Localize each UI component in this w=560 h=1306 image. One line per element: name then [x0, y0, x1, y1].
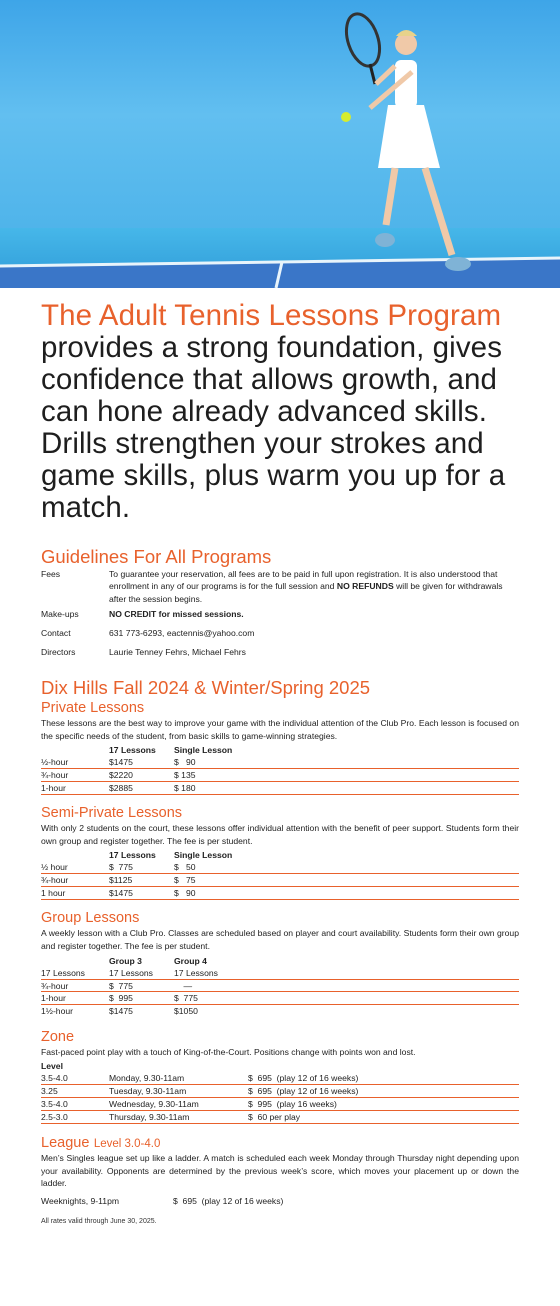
- table-row: [41, 1072, 519, 1085]
- cell: 1-hour: [41, 992, 66, 1003]
- headline-accent: The Adult Tennis Lessons Program: [41, 299, 502, 332]
- private-title: Private Lessons: [41, 700, 145, 716]
- table-header: [41, 1060, 519, 1072]
- cell: $ 90: [174, 888, 196, 899]
- zone-desc: Fast-paced point play with a touch of King-of-the-Court. Positions change with points won and lost.: [41, 1046, 416, 1057]
- col-header: Group 3: [109, 955, 142, 966]
- table-row: [41, 874, 519, 887]
- private-desc: These lessons are the best way to improve your game with the individual attention of the Club Pro. Each lesson is focused on the specific needs of the student, from basic skills to game-winning strategies.: [41, 718, 519, 741]
- cell: $ 695 (play 12 of 16 weeks): [248, 1073, 359, 1084]
- fees-text-part2: will be given for withdrawals after the session begins.: [109, 581, 503, 604]
- guideline-directors: [41, 646, 519, 665]
- group-desc: A weekly lesson with a Club Pro. Classes are scheduled based on player and court availability. Students form their own group and register together. The fee is per student.: [41, 928, 519, 951]
- fees-text-bold: NO REFUNDS: [336, 581, 394, 592]
- cell: 2.5-3.0: [41, 1112, 68, 1123]
- col-subheader: 17 Lessons: [109, 967, 153, 978]
- cell: $1475: [109, 1005, 133, 1016]
- guideline-contact: [41, 627, 519, 646]
- cell: $1050: [174, 1005, 198, 1016]
- cell: $ 135: [174, 770, 196, 781]
- page-content: [41, 300, 519, 1227]
- cell: $2885: [109, 783, 133, 794]
- guideline-text: NO CREDIT for missed sessions.: [109, 609, 244, 619]
- col-header: Level: [41, 1061, 63, 1072]
- zone-title: Zone: [41, 1028, 75, 1045]
- cell: 3.5-4.0: [41, 1073, 68, 1084]
- league-price: $ 695 (play 12 of 16 weeks): [173, 1195, 284, 1206]
- footnote: All rates valid through June 30, 2025.: [41, 1217, 157, 1225]
- cell: ½-hour: [41, 757, 69, 768]
- headline-line: can hone already advanced skills.: [41, 395, 488, 428]
- cell: $ 90: [174, 757, 196, 768]
- zone-table: [41, 1060, 519, 1124]
- table-row: [41, 782, 519, 795]
- table-row: [41, 1085, 519, 1098]
- table-row: [41, 861, 519, 874]
- col-subheader: 17 Lessons: [41, 967, 85, 978]
- guideline-label: Make-ups: [41, 609, 79, 619]
- semi-desc: With only 2 students on the court, these lessons offer individual attention with the benefit of peer support. Students form their own group and register together. The fee is per student.: [41, 823, 519, 846]
- league-desc: Men’s Singles league set up like a ladder. A match is scheduled each week Monday through Thursday night depending upon your availability. Opponents are determined by the previous week’s score, which moves your placement up or down the ladder.: [41, 1153, 519, 1189]
- guideline-text: [109, 568, 519, 608]
- cell: $ 995: [109, 992, 133, 1003]
- table-row: [41, 756, 519, 769]
- group-title: Group Lessons: [41, 910, 140, 927]
- league-schedule: Weeknights, 9-11pm: [41, 1195, 120, 1206]
- table-row: [41, 887, 519, 900]
- league-schedule-row: [41, 1195, 519, 1209]
- cell: $ 775: [109, 862, 133, 873]
- headline-line: Drills strengthen your strokes and: [41, 427, 484, 460]
- guideline-label: Directors: [41, 647, 76, 657]
- table-row: [41, 992, 519, 1005]
- cell: ¾-hour: [41, 875, 69, 886]
- season-title: Dix Hills Fall 2024 & Winter/Spring 2025: [41, 677, 371, 698]
- cell: 1-hour: [41, 783, 66, 794]
- headline-line: game skills, plus warm you up for a: [41, 459, 506, 492]
- table-row: [41, 1098, 519, 1111]
- guideline-text: 631 773-6293, eactennis@yahoo.com: [109, 628, 255, 638]
- cell: $ 180: [174, 783, 196, 794]
- table-header: [41, 955, 519, 967]
- table-row: [41, 1111, 519, 1124]
- table-subheader: [41, 967, 519, 979]
- hero-photo: [0, 0, 560, 288]
- semi-table: [41, 849, 519, 900]
- col-header: 17 Lessons: [109, 850, 156, 861]
- cell: $1475: [109, 757, 133, 768]
- cell: 1½-hour: [41, 1005, 74, 1016]
- guideline-label: Fees: [41, 569, 61, 579]
- league-heading: [41, 1134, 519, 1152]
- col-subheader: 17 Lessons: [174, 967, 218, 978]
- table-header: [41, 744, 519, 756]
- cell: Tuesday, 9.30-11am: [109, 1086, 187, 1097]
- cell: $ 775: [109, 980, 133, 991]
- cell: ½ hour: [41, 862, 68, 873]
- cell: ¾-hour: [41, 770, 69, 781]
- col-header: Single Lesson: [174, 850, 233, 861]
- league-level: Level 3.0-4.0: [93, 1138, 161, 1151]
- cell: $1125: [109, 875, 133, 886]
- guideline-text: Laurie Tenney Fehrs, Michael Fehrs: [109, 647, 246, 657]
- headline: [41, 300, 519, 524]
- cell: $ 60 per play: [248, 1112, 301, 1123]
- cell: 1 hour: [41, 888, 66, 899]
- headline-line: provides a strong foundation, gives: [41, 331, 503, 364]
- table-row: [41, 1005, 519, 1018]
- headline-line: match.: [41, 491, 131, 524]
- guideline-label: Contact: [41, 628, 71, 638]
- guidelines-title: Guidelines For All Programs: [41, 546, 272, 567]
- col-header: 17 Lessons: [109, 745, 156, 756]
- cell: $2220: [109, 770, 133, 781]
- table-row: [41, 769, 519, 782]
- guidelines-list: [41, 568, 519, 665]
- guideline-makeups: [41, 608, 519, 627]
- cell: 3.25: [41, 1086, 58, 1097]
- cell: $ 50: [174, 862, 196, 873]
- cell: ¾-hour: [41, 980, 69, 991]
- table-header: [41, 849, 519, 861]
- cell: —: [174, 980, 193, 991]
- cell: $1475: [109, 888, 133, 899]
- col-header: Group 4: [174, 955, 207, 966]
- cell: Thursday, 9.30-11am: [109, 1112, 190, 1123]
- group-table: [41, 955, 519, 1018]
- fees-text-part1: To guarantee your reservation, all fees are to be paid in full upon registration. It is also understood that enrollment in any of our programs is for the full session and: [109, 569, 498, 592]
- cell: Monday, 9.30-11am: [109, 1073, 185, 1084]
- cell: $ 75: [174, 875, 196, 886]
- headline-line: confidence that allows growth, and: [41, 363, 498, 396]
- semi-title: Semi-Private Lessons: [41, 805, 183, 822]
- cell: Wednesday, 9.30-11am: [109, 1099, 199, 1110]
- cell: $ 995 (play 16 weeks): [248, 1099, 337, 1110]
- guideline-fees: [41, 568, 519, 608]
- cell: $ 775: [174, 992, 198, 1003]
- table-row: [41, 979, 519, 992]
- league-title: League: [41, 1135, 90, 1152]
- cell: 3.5-4.0: [41, 1099, 68, 1110]
- cell: $ 695 (play 12 of 16 weeks): [248, 1086, 359, 1097]
- private-table: [41, 744, 519, 795]
- col-header: Single Lesson: [174, 745, 233, 756]
